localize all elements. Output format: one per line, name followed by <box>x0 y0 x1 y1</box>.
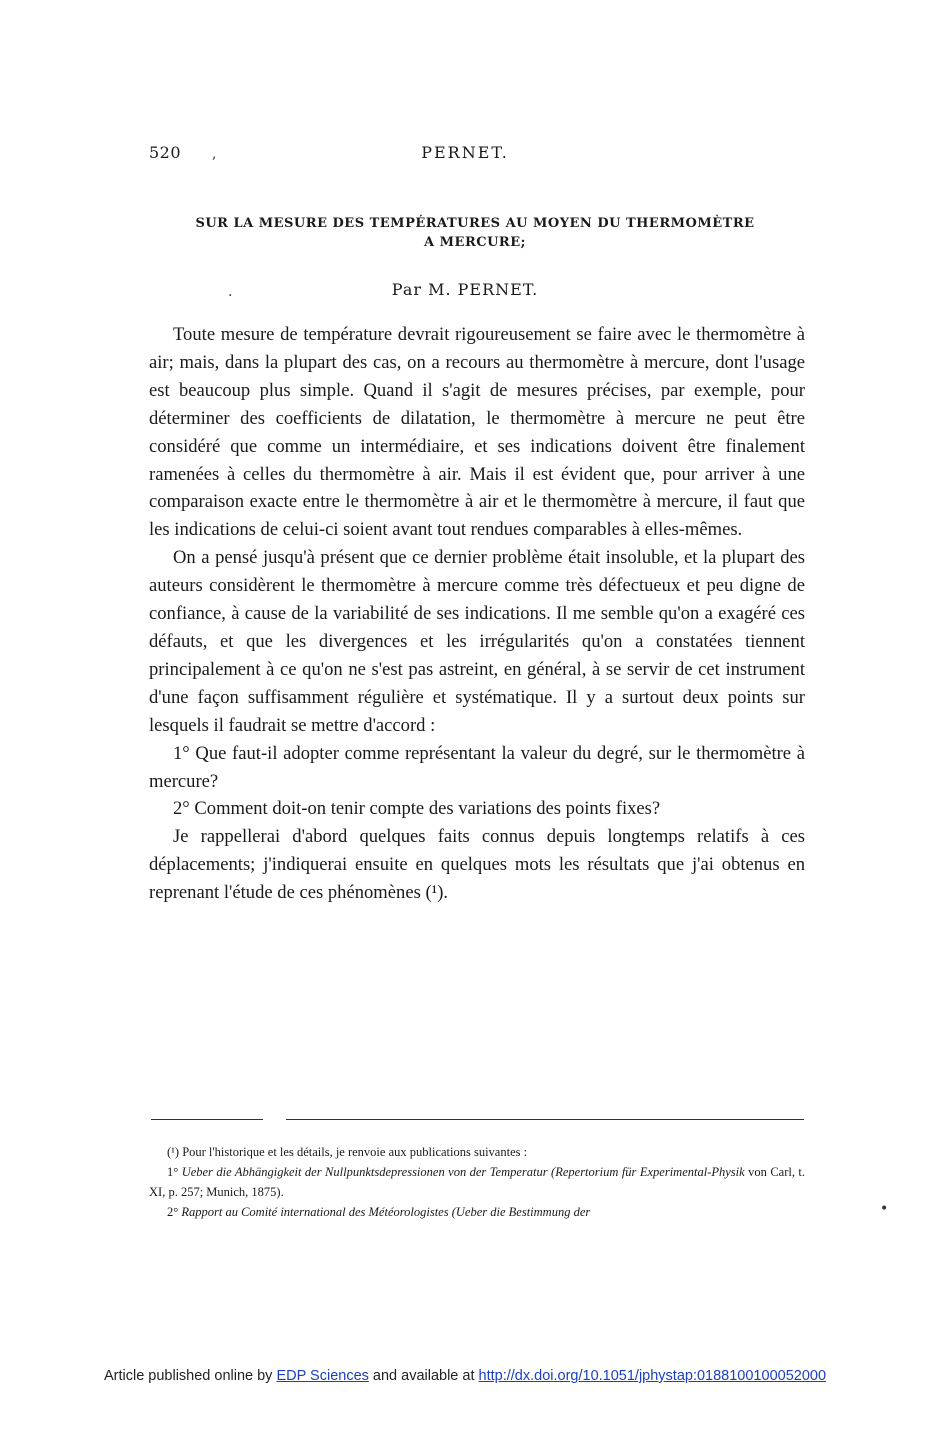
article-title <box>170 214 780 252</box>
byline: Par M. PERNET. <box>391 280 539 299</box>
doi-link[interactable]: http://dx.doi.org/10.1051/jphystap:0188100100052000 <box>478 1368 827 1384</box>
stray-mark: . <box>228 284 233 300</box>
footnote <box>149 1202 805 1222</box>
body-text <box>149 321 805 907</box>
publisher-link[interactable]: EDP Sciences <box>276 1368 369 1384</box>
publication-link-bar <box>0 1368 930 1384</box>
paragraph: Je rappellerai d'abord quelques faits connus depuis longtemps relatifs à ces déplacements; j'indiquerai ensuite en quelques mots les résultats que j'ai obtenus en reprenant l'étude de ces phénomènes (¹). <box>149 826 805 904</box>
link-bar-middle: and available at <box>368 1368 479 1384</box>
paragraph: 1° Que faut-il adopter comme représentant la valeur du degré, sur le thermomètre à mercure? <box>149 742 805 792</box>
stray-mark: • <box>880 1201 889 1217</box>
footnote-number: 2° <box>167 1205 182 1219</box>
footnote-title: Ueber die Abhängigkeit der Nullpunktsdepressionen von der Temperatur (Repertorium für Experimental-Physik <box>181 1165 745 1179</box>
article-title-line-2: A MERCURE; <box>424 235 526 250</box>
paragraph: On a pensé jusqu'à présent que ce dernier problème était insoluble, et la plupart des auteurs considèrent le thermomètre à mercure comme très défectueux et peu digne de confiance, à cause de la variabilité de ses indications. Il me semble qu'on a exagéré ces défauts, et que les divergences et les irrégularités qu'on a constatées tiennent principalement à ce qu'on ne s'est pas astreint, en général, à se servir de cet instrument d'une façon suffisamment régulière et systématique. Il y a surtout deux points sur lesquels il faudrait se mettre d'accord : <box>149 547 805 736</box>
footnotes <box>149 1142 805 1222</box>
article-title-line-1: SUR LA MESURE DES TEMPÉRATURES AU MOYEN DU THERMOMÈTRE <box>195 216 755 231</box>
footnote <box>149 1162 805 1202</box>
footnote-number: 1° <box>167 1165 182 1179</box>
paragraph: 2° Comment doit-on tenir compte des variations des points fixes? <box>173 798 661 820</box>
running-head: PERNET. <box>421 143 509 162</box>
footnote: (¹) Pour l'historique et les détails, je renvoie aux publications suivantes : <box>167 1145 528 1159</box>
link-bar-prefix: Article published online by <box>103 1368 277 1384</box>
footnote-title: Rapport au Comité international des Météorologistes (Ueber die Bestimmung der <box>181 1205 591 1219</box>
stray-mark: , <box>212 146 217 162</box>
page-number: 520 <box>149 143 182 162</box>
footnote-rule-short <box>151 1119 263 1120</box>
paragraph: Toute mesure de température devrait rigoureusement se faire avec le thermomètre à air; mais, dans la plupart des cas, on a recours au thermomètre à mercure, dont l'usage est beaucoup plus simple. Quand il s'agit de mesures précises, par exemple, pour déterminer des coefficients de dilatation, le thermomètre à mercure ne peut être considéré que comme un intermédiaire, et ses indications doivent être finalement ramenées à celles du thermomètre à air. Mais il est évident que, pour arriver à une comparaison exacte entre le thermomètre à air et le thermomètre à mercure, il faut que les indications de celui-ci soient avant tout rendues comparables à elles-mêmes. <box>149 324 805 541</box>
footnote-rule-long <box>286 1119 804 1120</box>
footnote-citation: von Carl, t. XI, p. 257; Munich, 1875). <box>149 1165 805 1199</box>
